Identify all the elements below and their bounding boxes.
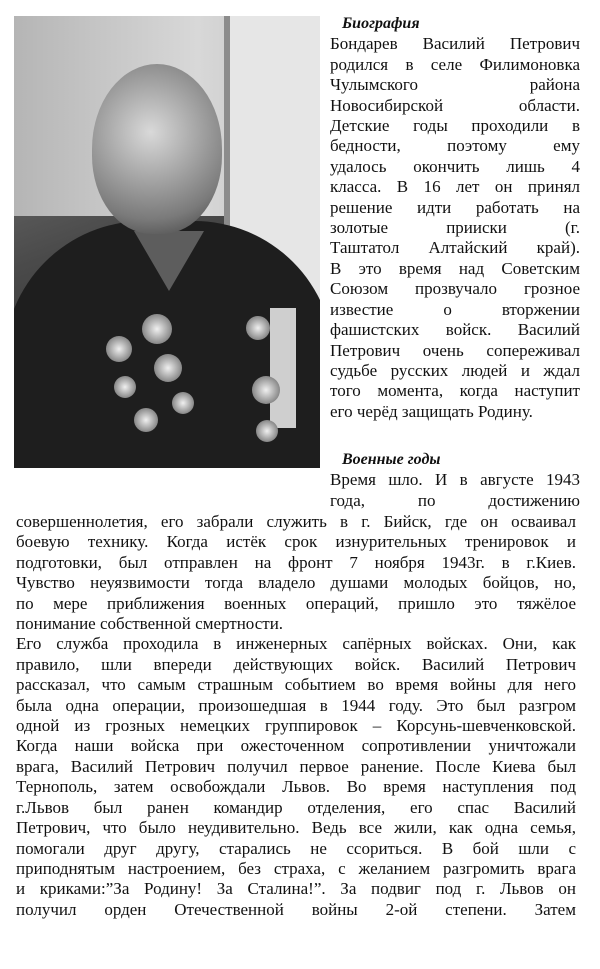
- biography-line: бедности, поэтому ему: [330, 136, 580, 156]
- photo-head: [92, 64, 222, 234]
- biography-section: [330, 14, 580, 422]
- biography-line: Новосибирской области.: [330, 95, 580, 115]
- war-years-intro: [330, 450, 580, 511]
- biography-heading: Биография: [342, 15, 420, 32]
- biography-line: известие о вторжении: [330, 299, 580, 319]
- biography-line: золотые прииски (г.: [330, 218, 580, 238]
- war-line: понимание собственной смертности.: [16, 614, 284, 634]
- war-line: Тернополь, затем освобождали Львов. Во время наступления под: [16, 777, 576, 797]
- medal-icon: [172, 392, 194, 414]
- war-line: врага, Василий Петрович получил первое ранение. После Киева был: [16, 756, 576, 776]
- biography-line: родился в селе Филимоновка: [330, 54, 580, 74]
- war-line: и криками:”За Родину! За Сталина!”. За подвиг под г. Львов он: [16, 879, 576, 899]
- war-line: была одна операции, произошедшая в 1944 году. Это был разгром: [16, 695, 576, 715]
- war-line: Петрович, что было неудивительно. Ведь все жили, как одна семья,: [16, 818, 576, 838]
- biography-line: В это время над Советским: [330, 258, 580, 278]
- biography-line: Чулымского района: [330, 75, 580, 95]
- biography-line: того момента, когда наступит: [330, 381, 580, 401]
- biography-line: удалось окончить лишь 4: [330, 156, 580, 176]
- biography-line: Бондарев Василий Петрович: [330, 34, 580, 54]
- biography-line: его черёд защищать Родину.: [330, 401, 533, 421]
- war-line: правило, шли впереди действующих войск. Василий Петрович: [16, 654, 576, 674]
- war-line: Его служба проходила в инженерных сапёрных войсках. Они, как: [16, 634, 576, 654]
- war-line: помогали друг другу, старались не ссориться. В бой шли с: [16, 838, 576, 858]
- medal-icon: [134, 408, 158, 432]
- war-line: г.Львов был ранен командир отделения, его спас Василий: [16, 797, 576, 817]
- biography-line: Союзом прозвучало грозное: [330, 279, 580, 299]
- war-line: рассказал, что самым страшным событием во время войны для него: [16, 675, 576, 695]
- biography-line: Петрович очень сопереживал: [330, 340, 580, 360]
- war-line: года, по достижению: [330, 490, 580, 510]
- biography-line: фашистских войск. Василий: [330, 320, 580, 340]
- war-years-body: [16, 512, 576, 920]
- medal-icon: [106, 336, 132, 362]
- war-line: одной из грозных немецких группировок – Корсунь-шевченковской.: [16, 716, 576, 736]
- medal-icon: [142, 314, 172, 344]
- ribbon-icon: [270, 308, 296, 428]
- biography-line: судьбе русских людей и ждал: [330, 360, 580, 380]
- war-line: Время шло. И в августе 1943: [330, 470, 580, 490]
- war-years-heading: Военные годы: [342, 451, 441, 468]
- portrait-photo: [14, 16, 320, 468]
- biography-line: Детские годы проходили в: [330, 116, 580, 136]
- medal-icon: [252, 376, 280, 404]
- war-line: по мере приближения военных операций, пришло это тяжёлое: [16, 593, 576, 613]
- war-line: Когда наши войска при ожесточенном сопротивлении уничтожали: [16, 736, 576, 756]
- war-line: получил орден Отечественной войны 2-ой степени. Затем: [16, 899, 576, 919]
- war-line: приподнятым настроением, без страха, с желанием разгромить врага: [16, 858, 576, 878]
- war-line: совершеннолетия, его забрали служить в г. Бийск, где он осваивал: [16, 512, 576, 531]
- biography-line: Таштатол Алтайский край).: [330, 238, 580, 258]
- war-line: Чувство неуязвимости тогда владело душами молодых бойцов, но,: [16, 573, 576, 593]
- medal-icon: [246, 316, 270, 340]
- war-line: боевую технику. Когда истёк срок изнурительных тренировок и: [16, 532, 576, 552]
- medal-icon: [256, 420, 278, 442]
- biography-line: класса. В 16 лет он принял: [330, 177, 580, 197]
- medal-icon: [114, 376, 136, 398]
- war-line: подготовки, был отправлен на фронт 7 ноября 1943г. в г.Киев.: [16, 552, 576, 572]
- biography-line: решение идти работать на: [330, 197, 580, 217]
- medal-icon: [154, 354, 182, 382]
